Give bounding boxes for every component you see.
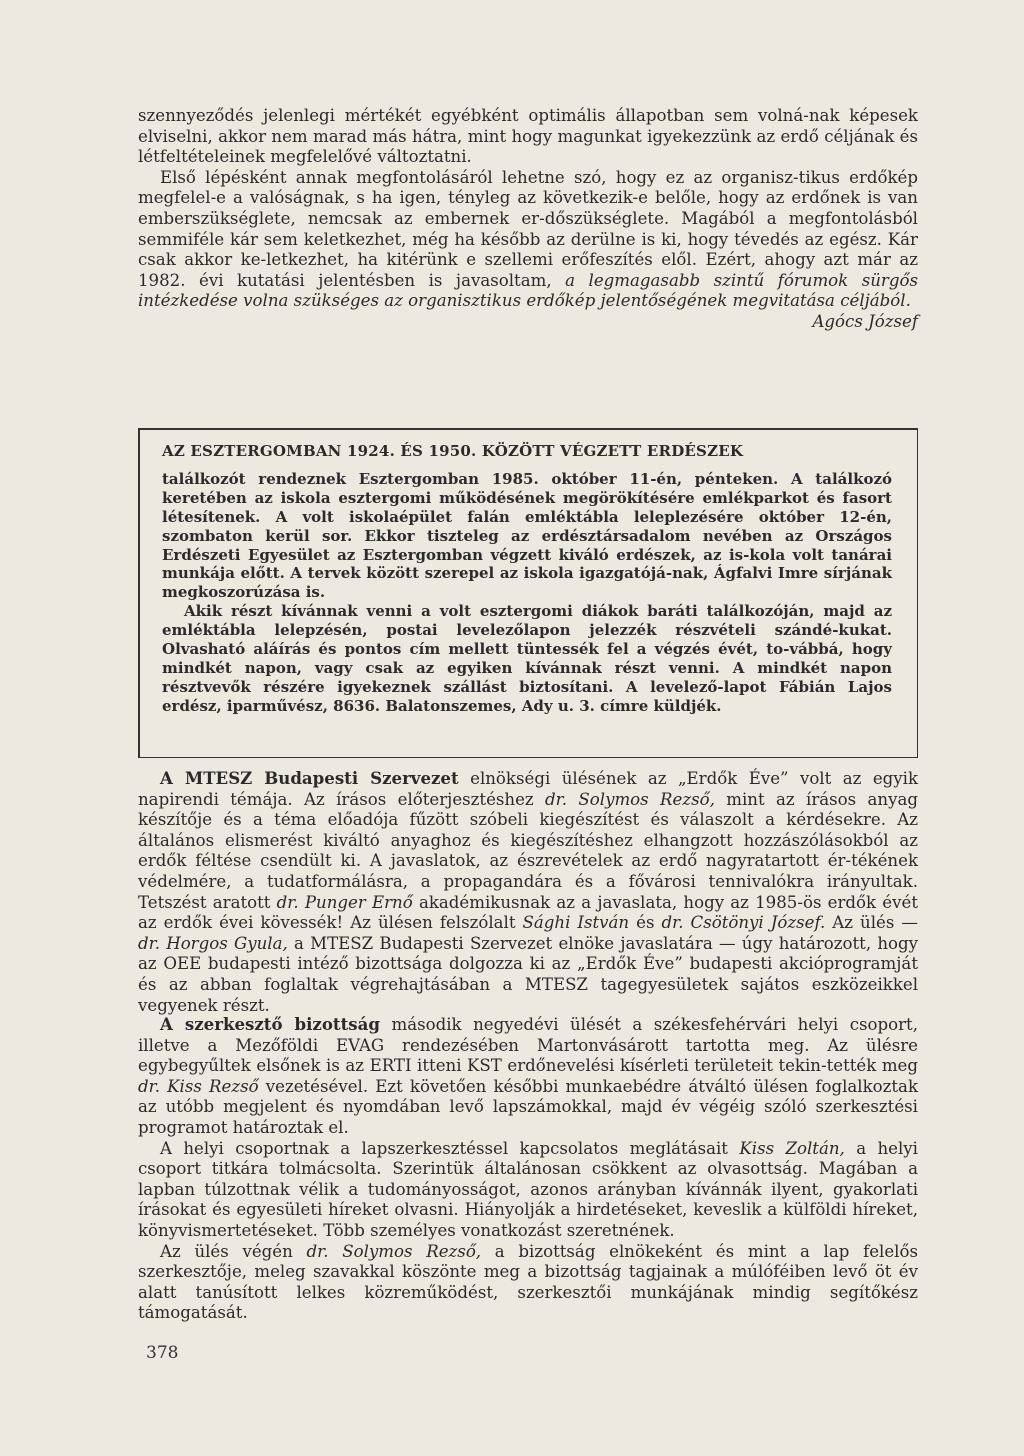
announcement-text	[162, 442, 892, 716]
italic-name: dr. Solymos Rezső,	[545, 789, 715, 809]
text: mint az írásos anyag készítője és a téma előadója fűzött szóbeli kiegészítést és válaszolt a kérdésekre. Az általános elismerést kiváltó anyaghoz és kiegészítéshez elhangzott hozzászólásokból az erdők féltése csendült ki. A javaslatok, az észrevételek az erdő nagyratartott ér-tékének védelmére, a tudatformálásra, a propagandára és a fővárosi tennivalókra irányultak. Tetszést aratott	[138, 789, 918, 912]
paragraph	[138, 1014, 918, 1139]
text: a MTESZ Budapesti Szervezet elnöke javaslatára — úgy határozott, hogy az OEE budapesti intéző bizottsága dolgozza ki az „Erdők Éve” budapesti akcióprogramját és az abban foglaltak végrehajtásában a MTESZ tagegyesületek sajátos eszközeikkel vegyenek részt.	[138, 933, 918, 1015]
italic-name: dr. Horgos Gyula,	[138, 933, 288, 953]
lead-bold: A szerkesztő bizottság	[160, 1014, 380, 1034]
text: A helyi csoportnak a lapszerkesztéssel kapcsolatos meglátásait	[160, 1138, 740, 1158]
announcement-paragraph: találkozót rendeznek Esztergomban 1985. október 11-én, pénteken. A találkozó keretében az iskola esztergomi működésének megörökítésére emlékparkot és fasort létesítenek. A volt iskolaépület falán emléktábla leleplezésére október 12-én, szombaton kerül sor. Ekkor tiszteleg az erdésztársadalom nevében az Országos Erdészeti Egyesület az Esztergomban végzett kiváló erdészek, az is-kola volt tanárai munkája előtt. A tervek között szerepel az iskola igazgatójá-nak, Ágfalvi Imre sírjának megkoszorúzása is.	[162, 469, 892, 602]
text: a helyi csoport titkára tolmácsolta. Szerintük általánosan csökkent az olvasottság. Magában a lapban túlzottnak vélik a tudományosságot, azonos arányban kívánnák ilyent, gyakorlati írásokat és egyesületi híreket olvasni. Hiányolják a hirdetéseket, keveslik a külföldi híreket, könyvismertetéseket. Több személyes vonatkozást szeretnének.	[138, 1138, 918, 1240]
author-signature: Agócs József	[812, 311, 918, 331]
news-item-mtesz	[138, 768, 918, 1016]
italic-name: dr. Kiss Rezső	[138, 1076, 259, 1096]
announcement-paragraph: Akik részt kívánnak venni a volt esztergomi diákok baráti találkozóján, majd az emléktábla lelepzésén, postai levelezőlapon jelezzék részvételi szándé-kukat. Olvasható aláírás és pontos cím mellett tüntessék fel a végzés évét, to-vábbá, hogy mindkét napon, vagy csak az egyiken kívánnak részt venni. A mindkét napon résztvevők részére igyekeznek szállást biztosítani. A levelező-lapot Fábián Lajos erdész, iparművész, 8636. Balatonszemes, Ady u. 3. címre küldjék.	[162, 602, 892, 715]
announcement-box	[138, 428, 918, 758]
italic-name: dr. Punger Ernő	[276, 892, 413, 912]
paragraph	[138, 168, 918, 312]
box-border-top	[138, 428, 918, 430]
page-number: 378	[146, 1343, 179, 1363]
text: a bizottság elnökeként és mint a lap felelős szerkesztője, meleg szavakkal köszönte meg a bizottság tagjainak a múlóféiben levő öt év alatt tanúsított lelkes közreműködést, szerkesztői munkájának mindig segítőkész támogatását.	[138, 1241, 918, 1323]
announcement-title: AZ ESZTERGOMBAN 1924. ÉS 1950. KÖZÖTT VÉGZETT ERDÉSZEK	[162, 442, 744, 460]
news-item-editorial-board	[138, 1014, 918, 1324]
box-border-right	[917, 428, 919, 758]
italic-name: dr. Csötönyi József.	[661, 913, 826, 933]
box-border-bottom	[138, 757, 918, 759]
text: második negyedévi ülését a székesfehérvári helyi csoport, illetve a Mezőföldi EVAG rendezésében Martonvásárott tartotta meg. Az ülésre egybegyűltek elsőnek is az ERTI itteni KST erdőnevelési kísérleti területeit tekin-tették meg	[138, 1015, 918, 1076]
italic-name: Sághi István	[522, 913, 630, 933]
paragraph	[138, 1139, 918, 1242]
text: akadémikusnak az a javaslata, hogy az 1985-ös erdők évét az erdők évei kövessék! Az ülésen felszólalt	[138, 892, 918, 933]
text: Az ülés —	[825, 913, 918, 933]
italic-text: a legmagasabb szintű fórumok sürgős intézkedése volna szükséges az organisztikus erdőkép jelentőségének megvitatása céljából.	[138, 270, 918, 311]
lead-bold: A MTESZ Budapesti Szervezet	[160, 768, 459, 788]
paragraph: szennyeződés jelenlegi mértékét egyébként optimális állapotban sem volná-nak képesek elviselni, akkor nem marad más hátra, mint hogy magunkat igyekezzünk az erdő céljának és létfeltételeinek megfelelővé változtatni.	[138, 106, 918, 167]
paragraph	[138, 1242, 918, 1324]
paragraph	[138, 768, 918, 1016]
text: Az ülés végén	[160, 1241, 307, 1261]
italic-name: Kiss Zoltán,	[739, 1138, 845, 1158]
box-border-left	[138, 428, 140, 758]
text: vezetésével. Ezt követően későbbi munkaebédre átváltó ülésen foglalkoztak az utóbb megjelent és nyomdában levő lapszámokkal, majd év végéig szóló szerkesztési programot határoztak el.	[138, 1076, 918, 1137]
text: elnökségi ülésének az „Erdők Éve” volt az egyik napirendi témája. Az írásos előterjesztéshez	[138, 769, 918, 809]
article-continuation	[138, 106, 918, 333]
italic-name: dr. Solymos Rezső,	[306, 1241, 482, 1261]
text: és	[629, 913, 662, 933]
paragraph-text: Első lépésként annak megfontolásáról lehetne szó, hogy ez az organisz-tikus erdőkép megfelel-e a valóságnak, s ha igen, tényleg az következik-e belőle, hogy az erdőnek is van emberszükséglete, nemcsak az embernek er-dőszükséglete. Magából a megfontolásból semmiféle kár sem keletkezhet, még ha később az derülne is ki, hogy tévedés az egész. Kár csak akkor ke-letkezhet, ha kitérünk e szellemi erőfeszítés elől. Ezért, ahogy azt már az 1982. évi kutatási jelentésben is javasoltam,	[138, 167, 918, 290]
